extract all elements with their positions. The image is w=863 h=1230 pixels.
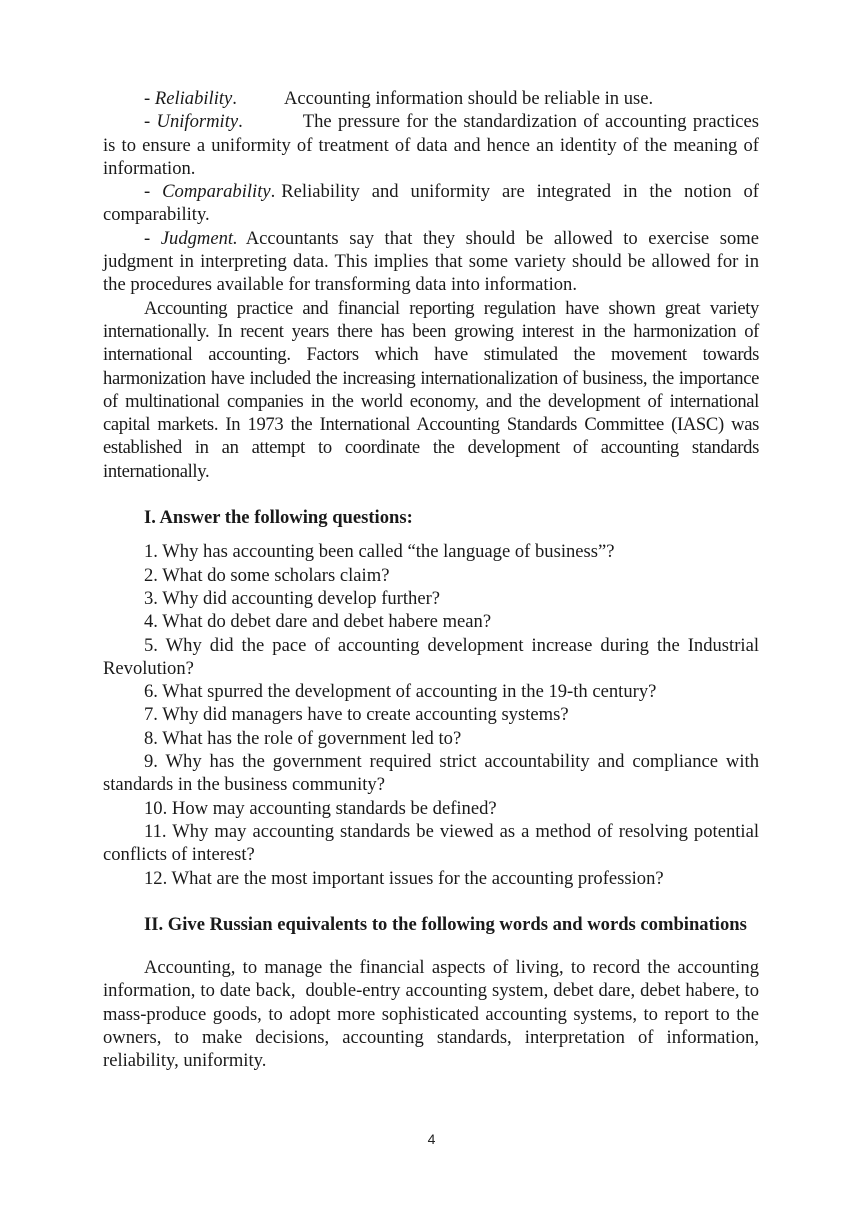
question-item: 9. Why has the government required strict accountability and compliance with standards in the business community? — [103, 751, 759, 796]
question-item: 5. Why did the pace of accounting development increase during the Industrial Revolution? — [103, 634, 759, 679]
question-item: 11. Why may accounting standards be viewed as a method of resolving potential conflicts of interest? — [103, 820, 759, 866]
term-label: Uniformity — [156, 111, 239, 133]
question-item: 2. What do some scholars claim? — [144, 564, 390, 586]
term-uniformity: - Uniformity. The pressure for the standardization of accounting practices is to ensure a uniformity of treatment of data and hence an identity of the meaning of information. — [103, 111, 759, 179]
question-item: 7. Why did managers have to create accounting systems? — [144, 704, 569, 726]
term-reliability: - Reliability. Accounting information should be reliable in use. — [144, 88, 654, 109]
question-item: 10. How may accounting standards be defined? — [144, 797, 497, 819]
question-item: 8. What has the role of government led to? — [144, 727, 462, 749]
question-item: 1. Why has accounting been called “the language of business”? — [144, 541, 615, 563]
term-label: Judgment. — [160, 227, 238, 249]
question-item: 4. What do debet dare and debet habere mean? — [144, 611, 492, 633]
harmonization-paragraph: Accounting practice and financial reporting regulation have shown great variety internationally. In recent years there has been growing interest in the harmonization of international accounting. Factors which have stimulated the movement towards harmonization have included the increasing internationalization of business, the importance of multinational companies in the world economy, and the development of international capital markets. In 1973 the International Accounting Standards Committee (IASC) was established in an attempt to coordinate the development of accounting standards internationally. — [103, 297, 759, 482]
question-item: 6. What spurred the development of accounting in the 19-th century? — [144, 681, 657, 703]
term-judgment: - Judgment. Accountants say that they should be allowed to exercise some judgment in interpreting data. This implies that some variety should be allowed for in the procedures available for transforming data into information. — [103, 227, 759, 296]
term-label: Reliability — [154, 88, 233, 109]
section1-heading: I. Answer the following questions: — [144, 507, 413, 529]
question-list — [103, 540, 759, 889]
page-content — [103, 87, 764, 1073]
term-label: Comparability — [162, 181, 271, 203]
section2-text: Accounting, to manage the financial aspects of living, to record the accounting information, to date back, double-entry accounting system, debet dare, debet habere, to mass-produce goods, to adopt more sophisticated accounting systems, to report to the owners, to make decisions, accounting standards, interpretation of information, reliability, uniformity. — [103, 957, 764, 1072]
question-item: 3. Why did accounting develop further? — [144, 587, 441, 609]
question-item: 12. What are the most important issues for the accounting profession? — [144, 867, 664, 889]
term-comparability: - Comparability. Reliability and uniformity are integrated in the notion of comparability. — [103, 181, 759, 226]
section2-heading: II. Give Russian equivalents to the following words and words combinations — [144, 913, 747, 935]
page-number: 4 — [427, 1131, 436, 1147]
